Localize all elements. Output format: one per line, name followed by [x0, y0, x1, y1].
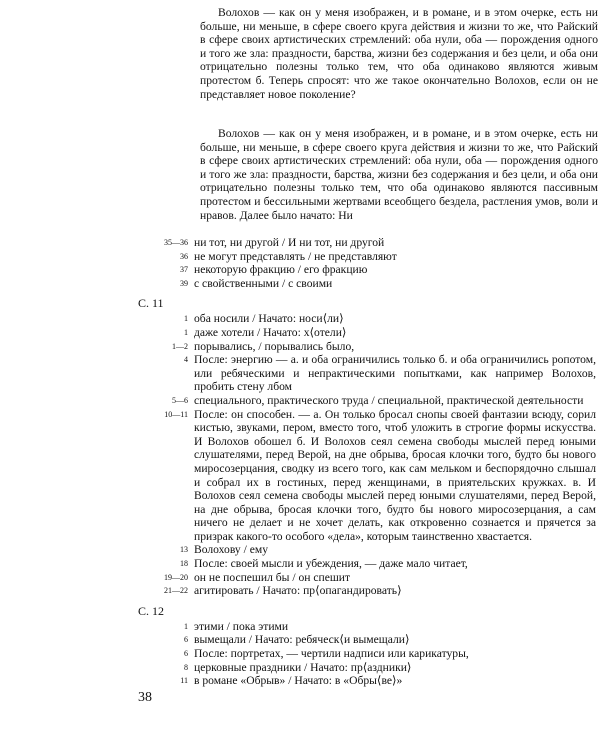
variant-text: ни тот, ни другой / И ни тот, ни другой	[194, 236, 385, 249]
line-number: 6	[184, 635, 188, 645]
variant-entry	[138, 408, 596, 544]
variant-entry	[138, 312, 596, 326]
variant-text: он не поспешил бы / он спешит	[194, 570, 351, 584]
variant-text: церковные праздники / Начато: пр⟨аздники⟩	[194, 660, 412, 674]
paragraph-2	[200, 127, 598, 222]
variant-text: порывались, / порывались было,	[194, 339, 355, 353]
variant-entry	[138, 236, 596, 250]
line-number: 6	[184, 649, 188, 659]
section-heading: С. 12	[138, 603, 165, 618]
variant-text: После: своей мысли и убеждения, — даже мало читает,	[194, 557, 468, 571]
variant-entry	[138, 584, 596, 598]
paragraph-1	[200, 6, 598, 101]
line-number: 13	[180, 545, 188, 555]
line-number: 18	[180, 559, 188, 569]
variant-text: После: энергию — а. и оба ограничились только б. и оба ограничились ропотом, или ребяческими и непрактическими попытками, как например Волохов, пробить стену лбом	[194, 353, 596, 394]
variant-entry	[138, 340, 596, 354]
variant-entry	[138, 263, 596, 277]
variant-text: После: он способен. — а. Он только бросал снопы своей фантазии всюду, сорил кистью, звуками, пером, вместо того, чтоб уложить в строгие формы искусства. И Волохов обошел б. И Волохов сеял семена свободы мыслей перед юными слушателями, перед Верой, на дне обрыва, бросая клочки того, будто бы нового миросозерцания, сводку из всего того, как сам мельком и беспорядочно слышал и собрал их в гостиных, перед женщинами, в приятельских кружках. в. И Волохов сеял семена свободы мыслей перед юными слушателями, перед Верой, на дне обрыва, бросая клочки того, будто бы нового миросозерцания, а сам ничего не делает и не хочет делать, как откровенно сознается и прячется за призрак какого-то особого «дела», которым таинственно хвастается.	[194, 407, 596, 543]
variant-entry	[138, 633, 596, 647]
variant-entry	[138, 661, 596, 675]
variant-entry	[138, 250, 596, 264]
line-number: 39	[180, 278, 188, 288]
variant-text: оба носили / Начато: носи⟨ли⟩	[194, 312, 344, 326]
variant-text: После: портретах, — чертили надписи или карикатуры,	[194, 647, 469, 661]
section-heading: С. 11	[138, 296, 164, 311]
paragraph-2-text: Волохов — как он у меня изображен, и в романе, и в этом очерке, есть ни больше, ни меньше, в сфере своего круга действия и жизни то же, что Райский в сфере своих артистических стремлений: оба нули, оба — порождения одного и того же зла: праздности, барства, жизни без содержания и без цели, и оба они отрицательно полезны только тем, что оба одинаково являются пассивным протестом и бессильными жертвами всеобщего бездела, растления умов, воли и нравов. Далее было начато: Ни	[200, 127, 598, 222]
variant-text: даже хотели / Начато: х⟨отели⟩	[194, 325, 347, 339]
line-number: 19—20	[164, 572, 188, 582]
page-number: 38	[138, 690, 152, 705]
variant-text: некоторую фракцию / его фракцию	[194, 263, 368, 277]
variant-entry	[138, 277, 596, 291]
variant-text: специального, практического труда / специальной, практической деятельности	[194, 393, 584, 407]
variant-entry	[138, 620, 596, 634]
line-number: 21—22	[164, 586, 188, 596]
variant-entry	[138, 571, 596, 585]
variant-list	[138, 236, 596, 688]
line-number: 36	[180, 251, 188, 261]
line-number: 4	[184, 355, 188, 365]
line-number: 1	[184, 314, 188, 324]
variant-text: агитировать / Начато: пр⟨опагандировать⟩	[194, 584, 402, 598]
variant-text: этими / пока этими	[194, 619, 289, 633]
line-number: 10—11	[164, 409, 188, 419]
line-number: 37	[180, 265, 188, 275]
variant-entry	[138, 394, 596, 408]
variant-entry	[138, 326, 596, 340]
line-number: 1	[184, 621, 188, 631]
variant-entry	[138, 543, 596, 557]
variant-text: с свойственными / с своими	[194, 276, 333, 290]
variant-text: Волохову / ему	[194, 543, 268, 557]
paragraph-1-text: Волохов — как он у меня изображен, и в романе, и в этом очерке, есть ни больше, ни меньше, в сфере своего круга действия и жизни то же, что Райский в сфере своих артистических стремлений: оба нули, оба — порождения одного и того же зла: праздности, барства, жизни без содержания и без цели, и оба они отрицательно полезны только тем, что оба одинаково являются живым протестом б. Теперь спросят: что же такое окончательно Волохов, если он не представляет новое поколение?	[200, 6, 598, 101]
variant-entry	[138, 557, 596, 571]
line-number: 1—2	[172, 341, 188, 351]
line-number: 5—6	[172, 395, 188, 405]
variant-text: не могут представлять / не представляют	[194, 249, 397, 263]
variant-entry	[138, 674, 596, 688]
line-number: 11	[180, 676, 188, 686]
variant-entry	[138, 647, 596, 661]
line-number: 1	[184, 327, 188, 337]
variant-text: в романе «Обрыв» / Начато: в «Обры⟨ве⟩»	[194, 674, 403, 688]
line-number: 8	[184, 662, 188, 672]
line-number: 35—36	[164, 238, 188, 247]
variant-entry	[138, 353, 596, 394]
variant-text: вымещали / Начато: ребяческ⟨и вымещали⟩	[194, 633, 410, 647]
